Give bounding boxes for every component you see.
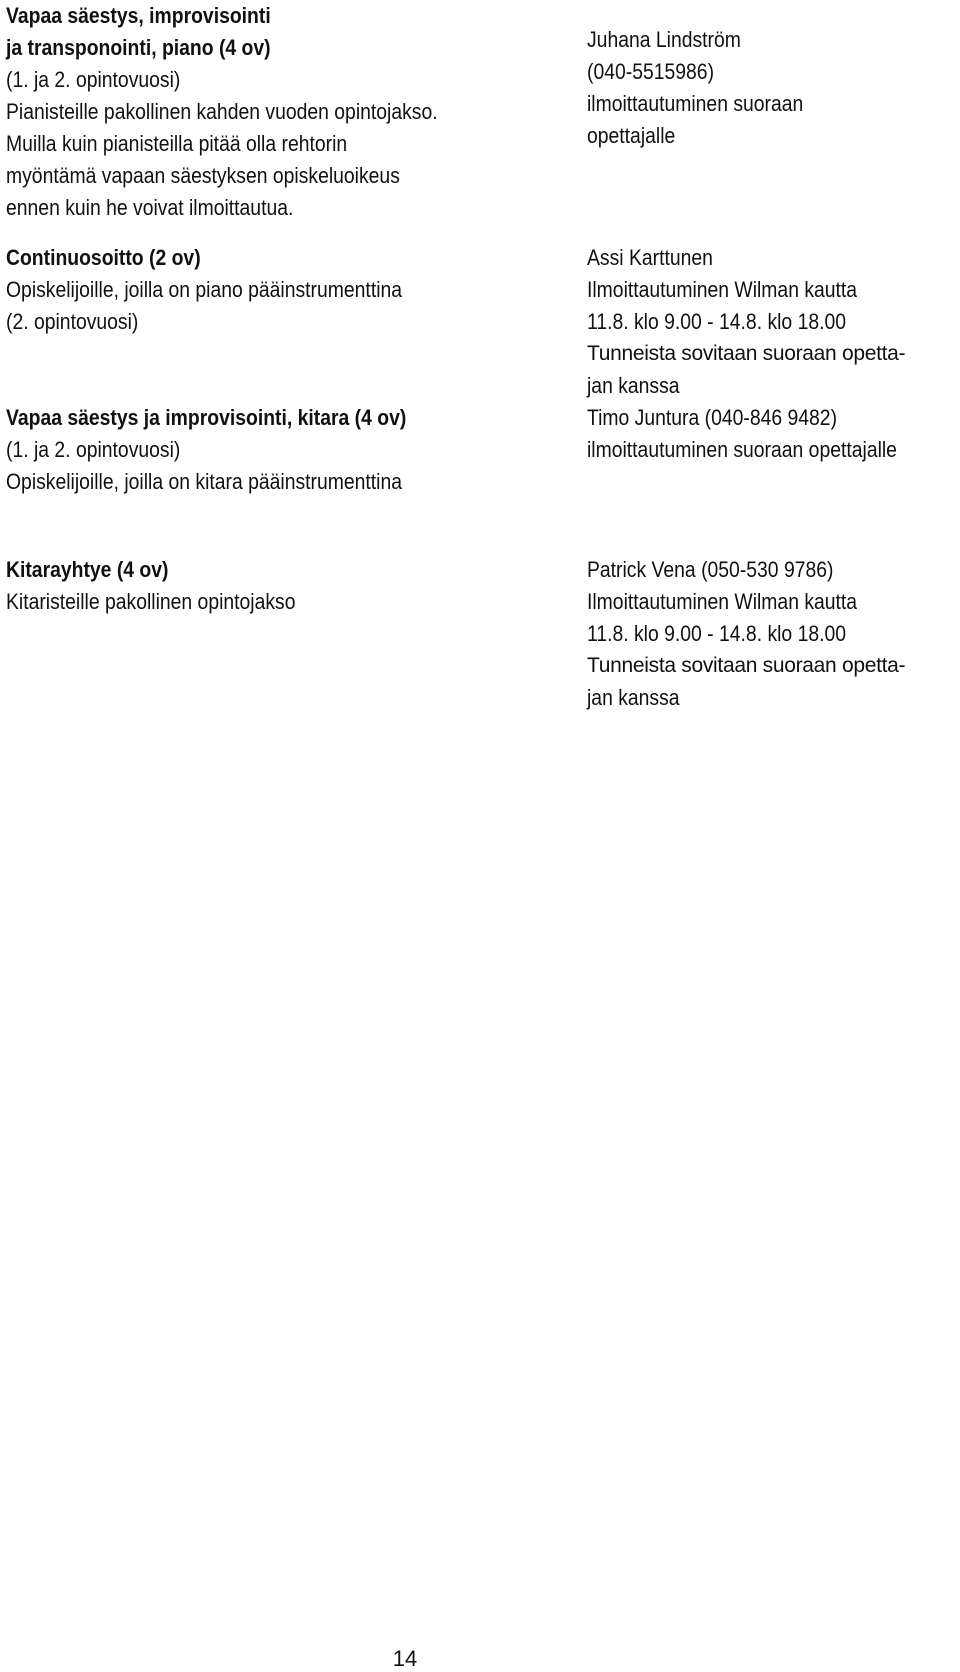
course-title-line: Vapaa säestys, improvisointi — [6, 3, 271, 28]
course-title-line: Kitarayhtye (4 ov) — [6, 557, 169, 582]
course-title-line: Continuosoitto (2 ov) — [6, 245, 201, 270]
course-description-line: Opiskelijoille, joilla on piano pääinstrumenttina — [6, 277, 403, 302]
teacher-info-line: Juhana Lindström — [587, 27, 741, 52]
course-description-line: Pianisteille pakollinen kahden vuoden opintojakso. — [6, 99, 438, 124]
course-title-line: ja transponointi, piano (4 ov) — [6, 35, 271, 60]
teacher-info-line: jan kanssa — [587, 685, 680, 710]
teacher-info-line: Ilmoittautuminen Wilman kautta — [587, 589, 858, 614]
teacher-info-juhana-lindstrom — [587, 24, 947, 152]
teacher-info-line: Tunneista sovitaan suoraan opetta- — [587, 342, 906, 365]
course-description-line: Kitaristeille pakollinen opintojakso — [6, 589, 296, 614]
course-description-line: ennen kuin he voivat ilmoittautua. — [6, 195, 294, 220]
teacher-info-patrick-vena — [587, 554, 947, 714]
teacher-info-line: Ilmoittautuminen Wilman kautta — [587, 277, 858, 302]
course-description-line: Opiskelijoille, joilla on kitara pääinstrumenttina — [6, 469, 403, 494]
course-title-line: Vapaa säestys ja improvisointi, kitara (4 ov) — [6, 405, 407, 430]
course-description-line: (1. ja 2. opintovuosi) — [6, 67, 181, 92]
course-description-line: Muilla kuin pianisteilla pitää olla rehtorin — [6, 131, 348, 156]
course-description-line: (2. opintovuosi) — [6, 309, 139, 334]
teacher-info-line: ilmoittautuminen suoraan — [587, 91, 804, 116]
teacher-info-line: 11.8. klo 9.00 - 14.8. klo 18.00 — [587, 621, 847, 646]
teacher-info-timo-juntura — [587, 402, 947, 466]
teacher-info-line: Assi Karttunen — [587, 245, 713, 270]
page-number: 14 — [392, 1646, 418, 1671]
teacher-info-line: 11.8. klo 9.00 - 14.8. klo 18.00 — [587, 309, 847, 334]
teacher-info-line: Tunneista sovitaan suoraan opetta- — [587, 654, 906, 677]
teacher-info-line: Timo Juntura (040-846 9482) — [587, 405, 838, 430]
course-vapaa-saestys-kitara — [6, 402, 546, 498]
course-vapaa-saestys-piano — [6, 0, 546, 224]
course-kitarayhtye — [6, 554, 546, 618]
teacher-info-line: opettajalle — [587, 123, 676, 148]
teacher-info-assi-karttunen — [587, 242, 947, 402]
teacher-info-line: (040-5515986) — [587, 59, 715, 84]
course-description-line: (1. ja 2. opintovuosi) — [6, 437, 181, 462]
teacher-info-line: Patrick Vena (050-530 9786) — [587, 557, 834, 582]
teacher-info-line: jan kanssa — [587, 373, 680, 398]
teacher-info-line: ilmoittautuminen suoraan opettajalle — [587, 437, 897, 462]
course-description-line: myöntämä vapaan säestyksen opiskeluoikeus — [6, 163, 400, 188]
course-continuosoitto — [6, 242, 546, 338]
